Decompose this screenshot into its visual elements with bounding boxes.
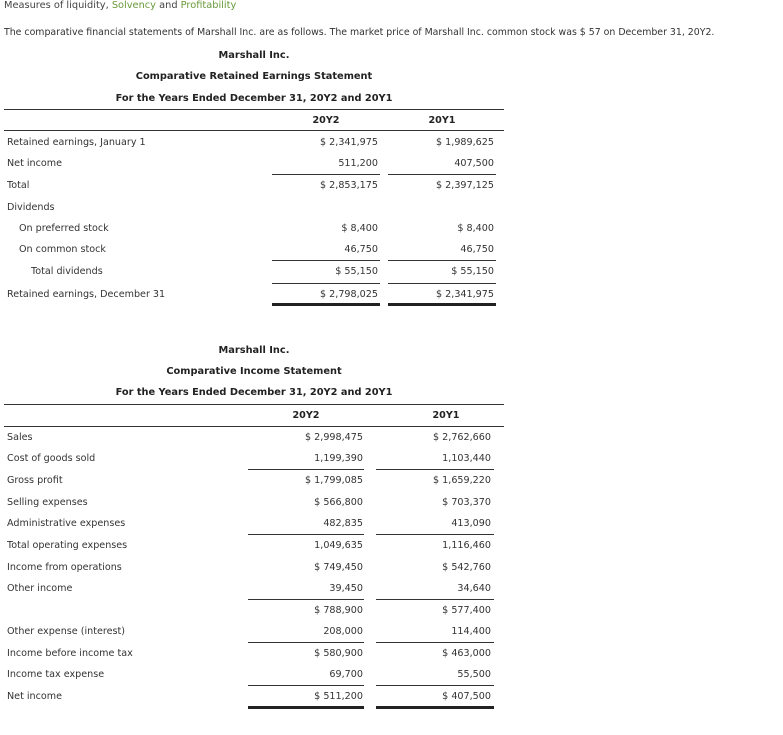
is-rule [248, 599, 364, 600]
re-period: For the Years Ended December 31, 20Y2 and 20Y1 [115, 93, 393, 104]
is-row-value-20y1: 34,640 [457, 583, 491, 594]
is-row-value-20y1: $ 463,000 [442, 648, 491, 659]
profitability-tag: Profitability [180, 0, 237, 11]
re-row-label: Net income [7, 158, 63, 169]
is-row-label: Income before income tax [7, 648, 133, 659]
re-row-value-20y1: 407,500 [454, 158, 494, 169]
page-heading [4, 0, 236, 11]
is-rule [248, 685, 364, 686]
re-rule [388, 283, 496, 284]
is-col-20y2: 20Y2 [292, 410, 320, 421]
is-row-value-20y1: 55,500 [457, 669, 491, 680]
is-row-label: Other income [7, 583, 73, 594]
heading-prefix: Measures of liquidity, [4, 0, 109, 11]
is-row-value-20y2: $ 511,200 [314, 691, 363, 702]
is-row-value-20y1: $ 407,500 [442, 691, 491, 702]
is-colhead-rule [4, 426, 504, 427]
solvency-tag: Solvency [111, 0, 156, 11]
is-row-value-20y1: $ 577,400 [442, 605, 491, 616]
is-row-value-20y2: $ 566,800 [314, 497, 363, 508]
re-rule [272, 283, 380, 284]
is-row-label: Selling expenses [7, 497, 88, 508]
re-row-value-20y2: $ 55,150 [335, 266, 378, 277]
is-row-value-20y1: $ 703,370 [442, 497, 491, 508]
is-row-label: Other expense (interest) [7, 626, 126, 637]
is-row-label: Income from operations [7, 562, 122, 573]
is-row-label: Administrative expenses [7, 518, 126, 529]
re-rule [272, 174, 380, 175]
is-row-label: Sales [7, 432, 33, 443]
re-row-value-20y1: 46,750 [460, 244, 494, 255]
re-colhead-rule [4, 130, 504, 131]
is-col-20y1: 20Y1 [432, 410, 460, 421]
re-rule [272, 260, 380, 261]
is-header-rule [4, 404, 504, 405]
re-row-label: Dividends [7, 202, 55, 213]
is-row-label: Total operating expenses [7, 540, 128, 551]
re-header-rule [4, 109, 504, 110]
re-row-value-20y1: $ 2,341,975 [436, 289, 494, 300]
re-row-value-20y2: 511,200 [338, 158, 378, 169]
re-row-label: On preferred stock [19, 223, 109, 234]
is-row-value-20y2: $ 2,998,475 [305, 432, 363, 443]
is-rule [248, 469, 364, 470]
re-row-value-20y1: $ 1,989,625 [436, 137, 494, 148]
is-rule [248, 642, 364, 643]
intro-text: The comparative financial statements of Marshall Inc. are as follows. The market price of Marshall Inc. common stock was $ 57 on December 31, 20Y2. [4, 27, 715, 38]
is-row-label: Gross profit [7, 475, 63, 486]
re-row-value-20y1: $ 2,397,125 [436, 180, 494, 191]
is-row-value-20y2: 208,000 [323, 626, 363, 637]
re-rule [388, 260, 496, 261]
is-row-value-20y2: 1,199,390 [314, 453, 363, 464]
re-row-value-20y1: $ 8,400 [457, 223, 494, 234]
is-row-value-20y2: 69,700 [329, 669, 363, 680]
re-row-value-20y2: $ 2,798,025 [320, 289, 378, 300]
is-row-value-20y2: $ 788,900 [314, 605, 363, 616]
is-rule [376, 469, 494, 470]
re-row-label: Retained earnings, January 1 [7, 137, 146, 148]
re-title: Comparative Retained Earnings Statement [135, 71, 373, 82]
is-company: Marshall Inc. [218, 345, 290, 356]
re-row-value-20y2: 46,750 [344, 244, 378, 255]
is-rule [376, 534, 494, 535]
re-double-rule [272, 303, 380, 306]
is-rule [248, 534, 364, 535]
is-row-value-20y1: $ 542,760 [442, 562, 491, 573]
is-rule [376, 685, 494, 686]
re-row-label: Total [7, 180, 30, 191]
is-row-value-20y2: 1,049,635 [314, 540, 363, 551]
re-row-value-20y1: $ 55,150 [451, 266, 494, 277]
re-row-label: Retained earnings, December 31 [7, 289, 166, 300]
is-double-rule [248, 706, 364, 709]
re-col-20y2: 20Y2 [312, 115, 340, 126]
heading-and: and [159, 0, 178, 11]
re-row-label: On common stock [19, 244, 106, 255]
is-rule [376, 599, 494, 600]
is-row-value-20y2: $ 580,900 [314, 648, 363, 659]
re-row-value-20y2: $ 2,341,975 [320, 137, 378, 148]
is-double-rule [376, 706, 494, 709]
re-double-rule [388, 303, 496, 306]
re-rule [388, 174, 496, 175]
re-row-value-20y2: $ 8,400 [341, 223, 378, 234]
is-row-label: Cost of goods sold [7, 453, 96, 464]
re-row-value-20y2: $ 2,853,175 [320, 180, 378, 191]
is-row-value-20y1: $ 1,659,220 [433, 475, 491, 486]
is-row-label: Net income [7, 691, 63, 702]
re-row-label: Total dividends [31, 266, 103, 277]
is-row-value-20y1: 114,400 [451, 626, 491, 637]
is-rule [376, 642, 494, 643]
is-row-value-20y1: 1,103,440 [442, 453, 491, 464]
is-row-value-20y1: 413,090 [451, 518, 491, 529]
re-company: Marshall Inc. [218, 50, 290, 61]
is-row-value-20y2: 482,835 [323, 518, 363, 529]
is-row-label: Income tax expense [7, 669, 105, 680]
is-row-value-20y2: 39,450 [329, 583, 363, 594]
re-col-20y1: 20Y1 [428, 115, 456, 126]
is-row-value-20y1: $ 2,762,660 [433, 432, 491, 443]
is-period: For the Years Ended December 31, 20Y2 and 20Y1 [115, 387, 393, 398]
is-row-value-20y1: 1,116,460 [442, 540, 491, 551]
is-title: Comparative Income Statement [166, 366, 342, 377]
is-row-value-20y2: $ 749,450 [314, 562, 363, 573]
is-row-value-20y2: $ 1,799,085 [305, 475, 363, 486]
